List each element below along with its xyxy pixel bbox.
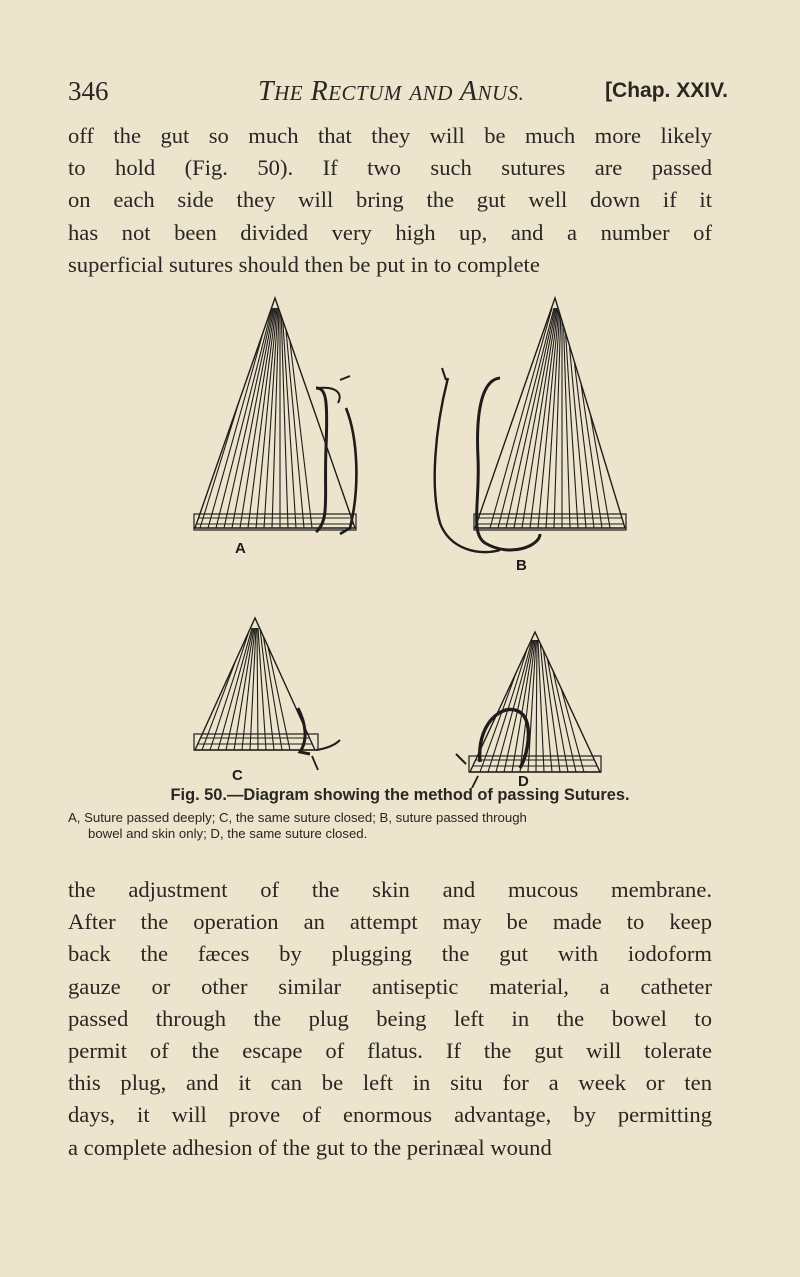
- diagram-d: [456, 632, 605, 788]
- text-line: days, it will prove of enormous advantage, by permitting: [68, 1102, 712, 1128]
- text-line: back the fæces by plugging the gut with iodoform: [68, 941, 712, 967]
- label-d: D: [518, 773, 529, 788]
- text-line: the adjustment of the skin and mucous membrane.: [68, 877, 712, 902]
- chapter-label: [Chap. XXIV.: [605, 79, 728, 102]
- text-line: a complete adhesion of the gut to the perinæal wound: [68, 1134, 552, 1160]
- figure-50: [180, 288, 650, 788]
- text-line: this plug, and it can be left in situ for a week or ten: [68, 1070, 712, 1096]
- label-b: B: [516, 557, 527, 574]
- running-title: THE RECTUM AND ANUS.: [258, 76, 525, 107]
- text-line: passed through the plug being left in the bowel to: [68, 1005, 712, 1031]
- page-number: 346: [68, 76, 109, 106]
- label-c: C: [232, 767, 243, 784]
- legend-line-1: A, Suture passed deeply; C, the same suture closed; B, suture passed through: [68, 810, 527, 825]
- text-line: on each side they will bring the gut well down if it: [68, 187, 712, 213]
- suture-diagram: [180, 288, 650, 788]
- paragraph-bottom: [68, 874, 712, 1164]
- diagram-a: [190, 298, 360, 557]
- diagram-b: [435, 298, 630, 574]
- paragraph-top: [68, 120, 712, 281]
- figure-caption: [68, 786, 732, 842]
- text-line: off the gut so much that they will be much more likely: [68, 123, 712, 148]
- legend-line-2: bowel and skin only; D, the same suture closed.: [88, 826, 368, 841]
- text-line: After the operation an attempt may be made to keep: [68, 909, 712, 935]
- text-line: superficial sutures should then be put in to complete: [68, 251, 540, 277]
- text-line: permit of the escape of flatus. If the gut will tolerate: [68, 1038, 712, 1064]
- label-a: A: [235, 540, 246, 557]
- caption-legend: [68, 810, 732, 842]
- text-line: gauze or other similar antiseptic material, a catheter: [68, 973, 712, 999]
- running-header: [68, 76, 728, 112]
- text-line: to hold (Fig. 50). If two such sutures are passed: [68, 155, 712, 181]
- diagram-c: [190, 618, 340, 784]
- text-line: has not been divided very high up, and a number of: [68, 219, 712, 245]
- caption-title: Fig. 50.—Diagram showing the method of passing Sutures.: [170, 786, 630, 804]
